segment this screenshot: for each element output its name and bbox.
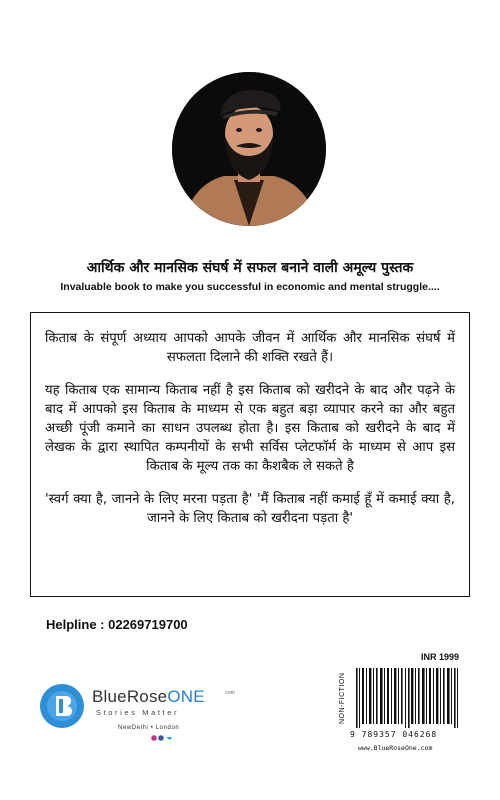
- price-label: INR 1999: [421, 652, 460, 662]
- blurb-paragraph-2: यह किताब एक सामान्य किताब नहीं है इस किताब को खरीदने के बाद और पढ़ने के बाद में आपको इस किताब के माध्यम से एक बहुत बड़ा व्यापार करने का और बहुत अच्छी पूंजी कमाने का साधन उपलब्ध होता है। इस किताब को खरीदने के बाद में लेखक के द्वारा स्थापित कम्पनीयों के सभी सर्विस प्लेटफॉर्म के माध्यम से आप इस किताब के मूल्य तक का कैशबैक ले सकते है: [45, 383, 455, 474]
- author-photo: [172, 72, 326, 226]
- publisher-cities: NewDelhi • London: [118, 725, 180, 731]
- social-media-icons: [151, 734, 173, 742]
- title-english: Invaluable book to make you successful in economic and mental struggle....: [60, 281, 440, 293]
- category-label: NON-FICTION: [339, 672, 346, 724]
- isbn-barcode: [352, 666, 464, 728]
- blurb-paragraph-3: 'स्वर्ग क्या है, जानने के लिए मरना पड़ता है' 'मैं किताब नहीं कमाई हूँ में कमाई क्या है, जानने के लिए किताब को खरीदना पड़ता है': [45, 492, 455, 526]
- blurb-paragraph-1: किताब के संपूर्ण अध्याय आपको आपके जीवन में आर्थिक और मानसिक संघर्ष में सफलता दिलाने की शक्ति रखते हैं।: [45, 331, 455, 365]
- publisher-name-blue: BlueRose: [92, 687, 168, 706]
- publisher-logo: [40, 682, 240, 742]
- title-hindi: आर्थिक और मानसिक संघर्ष में सफल बनाने वाली अमूल्य पुस्तक: [86, 260, 414, 276]
- publisher-name-one: ONE: [167, 687, 205, 706]
- isbn-digits: 9 789357 046268: [350, 730, 438, 739]
- helpline-number: Helpline : 02269719700: [46, 617, 188, 632]
- blurb-box: [30, 312, 470, 597]
- author-portrait-image: [172, 72, 326, 226]
- publisher-logo-icon: [40, 684, 84, 728]
- publisher-website: www.BlueRoseOne.com: [358, 744, 433, 752]
- publisher-domain-suffix: .com: [224, 690, 235, 696]
- publisher-tagline: Stories Matter: [96, 708, 180, 717]
- publisher-name: [92, 687, 205, 707]
